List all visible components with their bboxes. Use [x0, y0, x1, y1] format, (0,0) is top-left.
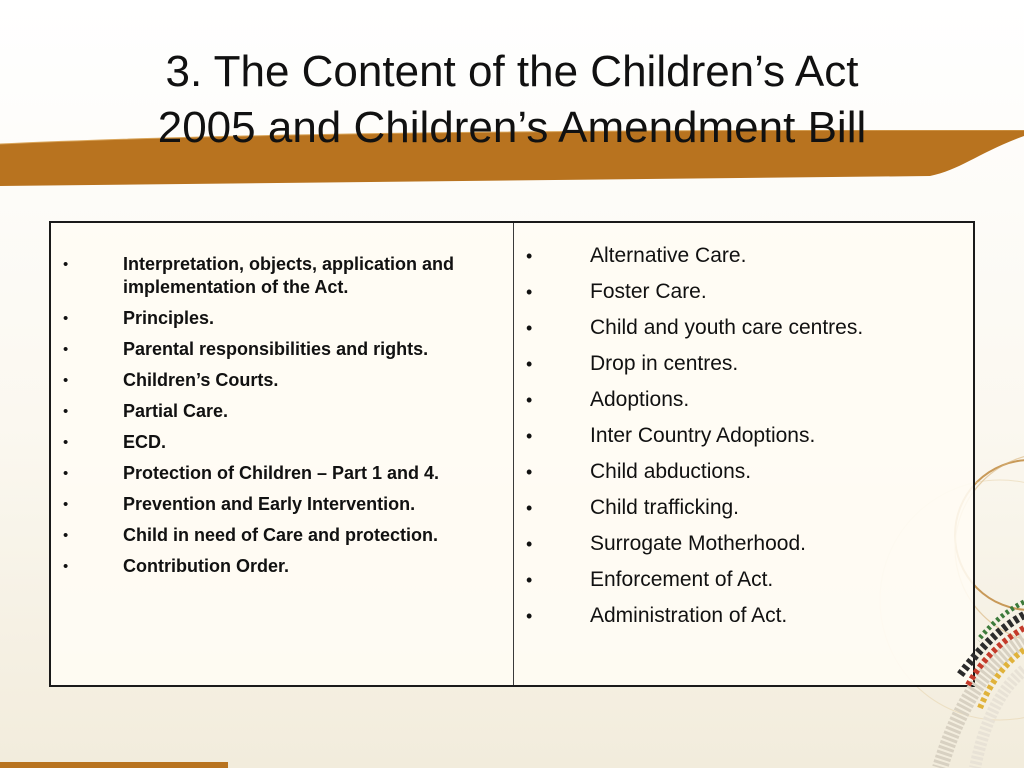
bullet-icon: •	[63, 341, 69, 358]
bullet-icon: •	[526, 426, 533, 446]
bullet-icon: •	[526, 606, 533, 626]
bullet-icon: •	[63, 465, 69, 482]
bullet-icon: •	[526, 318, 533, 338]
list-item-text: Child abductions.	[590, 460, 752, 483]
list-item-text: Parental responsibilities and rights.	[123, 339, 429, 359]
bullet-icon: •	[63, 558, 69, 575]
list-item-text: Child and youth care centres.	[590, 316, 864, 339]
bullet-icon: •	[63, 496, 69, 513]
list-item-text: Surrogate Motherhood.	[590, 532, 806, 555]
bullet-icon: •	[63, 372, 69, 389]
list-item-text: Foster Care.	[590, 280, 707, 303]
list-item-text: Drop in centres.	[590, 352, 739, 375]
bullet-icon: •	[63, 310, 69, 327]
list-item-text: Principles.	[123, 308, 215, 328]
list-item-text: Prevention and Early Intervention.	[123, 494, 416, 514]
list-item-text: Child trafficking.	[590, 496, 740, 519]
bullet-icon: •	[63, 434, 69, 451]
bullet-icon: •	[63, 403, 69, 420]
list-item-text: Children’s Courts.	[123, 370, 279, 390]
title-line-2: 2005 and Children’s Amendment Bill	[157, 103, 867, 152]
list-item-text: Adoptions.	[590, 388, 690, 411]
bullet-icon: •	[526, 246, 533, 266]
list-item-text: Protection of Children – Part 1 and 4.	[123, 463, 440, 483]
list-item-text: Partial Care.	[123, 401, 229, 421]
list-item-text: Contribution Order.	[123, 556, 289, 576]
bullet-icon: •	[63, 256, 69, 273]
beadwork-strands	[940, 602, 1024, 768]
list-item-text: Alternative Care.	[590, 244, 747, 267]
title-line-1: 3. The Content of the Children’s Act	[165, 47, 859, 96]
bullet-icon: •	[526, 390, 533, 410]
bullet-icon: •	[526, 282, 533, 302]
list-item-text: Inter Country Adoptions.	[590, 424, 816, 447]
decorative-bottom-strip	[0, 762, 228, 768]
list-item-text: Interpretation, objects, application and implementation of the Act.	[123, 254, 455, 297]
bullet-icon: •	[63, 527, 69, 544]
bullet-icon: •	[526, 534, 533, 554]
list-item-text: Child in need of Care and protection.	[123, 525, 439, 545]
bullet-icon: •	[526, 354, 533, 374]
list-item-text: ECD.	[123, 432, 167, 452]
list-item-text: Enforcement of Act.	[590, 568, 774, 591]
bullet-icon: •	[526, 570, 533, 590]
list-item-text: Administration of Act.	[590, 604, 788, 627]
bullet-icon: •	[526, 498, 533, 518]
bullet-icon: •	[526, 462, 533, 482]
